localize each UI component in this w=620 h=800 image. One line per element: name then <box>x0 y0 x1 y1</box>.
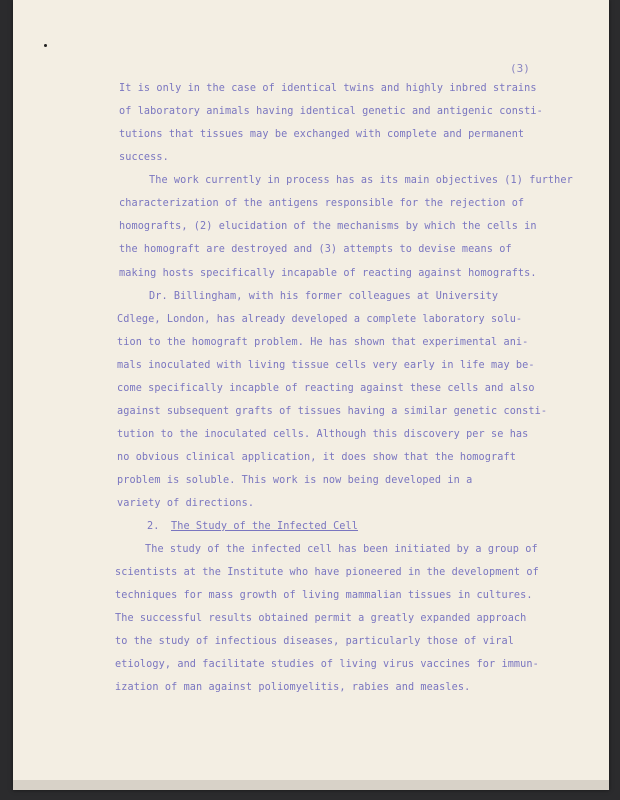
text-line: The successful results obtained permit a greatly expanded approach <box>115 613 527 624</box>
text-line: come specifically incapble of reacting against these cells and also <box>117 383 535 394</box>
page-number: (3) <box>510 62 530 75</box>
text-line: no obvious clinical application, it does show that the homograft <box>117 452 516 463</box>
stray-mark <box>44 44 47 47</box>
text-line: etiology, and facilitate studies of living virus vaccines for immun- <box>115 659 539 670</box>
text-line: The work currently in process has as its main objectives (1) further <box>149 175 573 186</box>
text-line: problem is soluble. This work is now being developed in a <box>117 475 473 486</box>
text-line: characterization of the antigens responsible for the rejection of <box>119 198 525 209</box>
text-line: tution to the inoculated cells. Although this discovery per se has <box>117 429 529 440</box>
text-line: making hosts specifically incapable of reacting against homografts. <box>119 268 537 279</box>
text-line: tion to the homograft problem. He has shown that experimental ani- <box>117 337 529 348</box>
text-line: Dr. Billingham, with his former colleagues at University <box>149 291 499 302</box>
text-line: variety of directions. <box>117 498 255 509</box>
document-page <box>13 0 609 790</box>
page-bottom-edge <box>13 780 609 790</box>
text-line: to the study of infectious diseases, particularly those of viral <box>115 636 514 647</box>
text-line: the homograft are destroyed and (3) attempts to devise means of <box>119 244 512 255</box>
text-line: homografts, (2) elucidation of the mechanisms by which the cells in <box>119 221 537 232</box>
text-line: scientists at the Institute who have pioneered in the development of <box>115 567 539 578</box>
text-line: of laboratory animals having identical genetic and antigenic consti- <box>119 106 543 117</box>
text-line: tutions that tissues may be exchanged with complete and permanent <box>119 129 525 140</box>
text-line: techniques for mass growth of living mammalian tissues in cultures. <box>115 590 533 601</box>
text-line: success. <box>119 152 169 163</box>
text-line: against subsequent grafts of tissues having a similar genetic consti- <box>117 406 548 417</box>
text-line: It is only in the case of identical twins and highly inbred strains <box>119 83 537 94</box>
section-title: The Study of the Infected Cell <box>171 521 359 532</box>
text-line: The study of the infected cell has been initiated by a group of <box>145 544 538 555</box>
section-number: 2. <box>147 521 160 532</box>
text-line: mals inoculated with living tissue cells very early in life may be- <box>117 360 535 371</box>
text-line: ization of man against poliomyelitis, rabies and measles. <box>115 682 471 693</box>
text-line: Cdlege, London, has already developed a complete laboratory solu- <box>117 314 523 325</box>
